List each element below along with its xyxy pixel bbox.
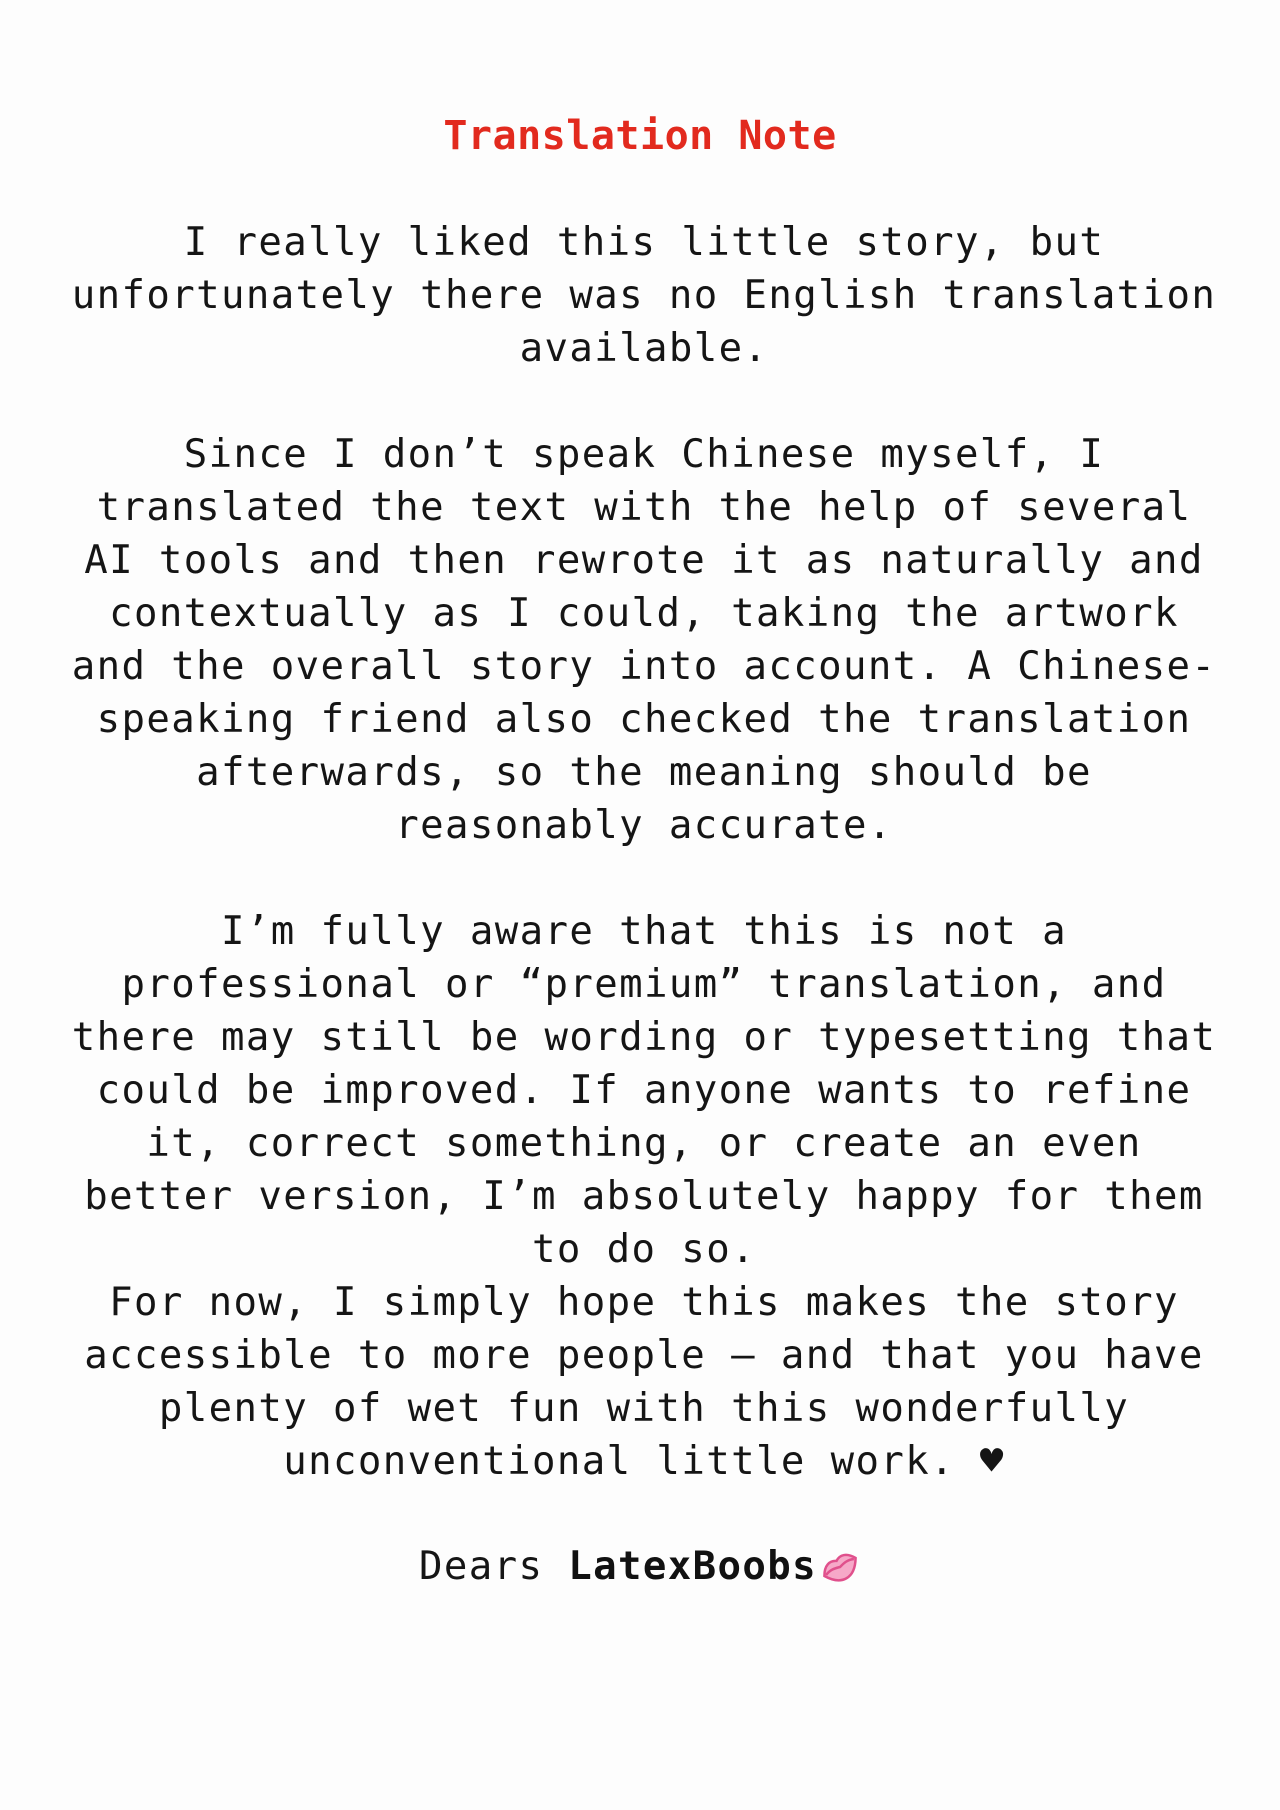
page-title: Translation Note	[443, 113, 837, 159]
signature	[0, 1540, 1280, 1599]
paragraph-closing: For now, I simply hope this makes the story accessible to more people — and that you have plenty of wet fun with this wonderfully unconventional little work. ♥	[84, 1280, 1204, 1484]
paragraph-intro: I really liked this little story, but unfortunately there was no English translation available.	[71, 220, 1217, 371]
paragraph-translation-method: Since I don’t speak Chinese myself, I translated the text with the help of several AI tools and then rewrote it as naturally and contextually as I could, taking the artwork and the overall story into account. A Chinese-speaking friend also checked the translation afterwards, so the meaning should be reasonably accurate.	[71, 432, 1217, 848]
kiss-lips-icon	[819, 1546, 861, 1599]
signature-name: LatexBoobs	[568, 1544, 818, 1589]
signature-prefix: Dears	[418, 1544, 544, 1589]
paragraph-disclaimer: I’m fully aware that this is not a professional or “premium” translation, and there may still be wording or typesetting that could be improved. If anyone wants to refine it, correct something, or create an even better version, I’m absolutely happy for them to do so.	[71, 909, 1217, 1272]
